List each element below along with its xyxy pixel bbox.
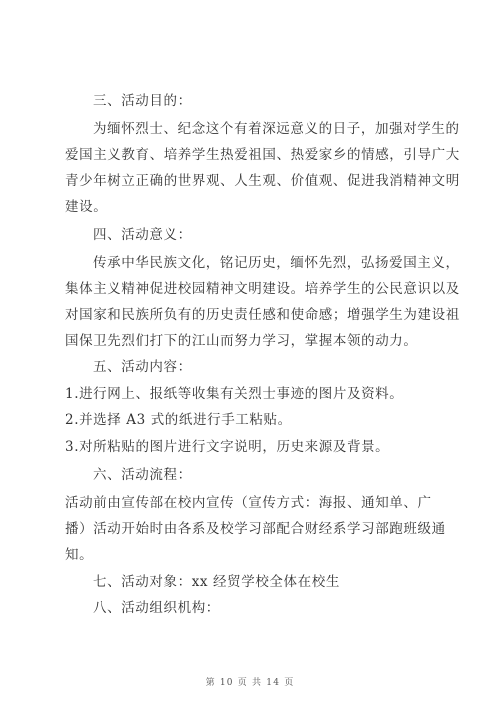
list-item: 3.对所粘贴的图片进行文字说明，历史来源及背景。	[65, 439, 390, 455]
page-number-footer: 第 10 页 共 14 页	[205, 678, 295, 688]
paragraph-line: 为缅怀烈士、纪念这个有着深远意义的日子，加强对学生的	[93, 121, 460, 137]
paragraph-line: 播）活动开始时由各系及校学习部配合财经系学习部跑班级通	[65, 521, 446, 537]
paragraph-line: 国保卫先烈们打下的江山而努力学习，掌握本领的动力。	[65, 333, 418, 349]
heading-process: 六、活动流程：	[93, 467, 192, 483]
paragraph-line: 对国家和民族所负有的历史责任感和使命感；增强学生为建设祖	[65, 307, 460, 323]
paragraph-line: 活动前由宣传部在校内宣传（宣传方式：海报、通知单、广	[65, 495, 432, 511]
heading-audience: 七、活动对象：xx 经贸学校全体在校生	[93, 574, 340, 590]
paragraph-line: 爱国主义教育、培养学生热爱祖国、热爱家乡的情感，引导广大	[65, 147, 460, 163]
list-item: 1.进行网上、报纸等收集有关烈士事迹的图片及资料。	[65, 386, 404, 402]
heading-purpose: 三、活动目的：	[93, 93, 192, 109]
list-item: 2.并选择 A3 式的纸进行手工粘贴。	[65, 412, 292, 428]
paragraph-line: 青少年树立正确的世界观、人生观、价值观、促进我消精神文明	[65, 173, 460, 189]
paragraph-line: 传承中华民族文化，铭记历史，缅怀先烈，弘扬爱国主义，	[93, 255, 460, 271]
heading-organization: 八、活动组织机构：	[93, 600, 220, 616]
paragraph-line: 建设。	[65, 199, 108, 215]
heading-content: 五、活动内容：	[93, 359, 192, 375]
heading-significance: 四、活动意义：	[93, 227, 192, 243]
paragraph-line: 集体主义精神促进校园精神文明建设。培养学生的公民意识以及	[65, 281, 460, 297]
paragraph-line: 知。	[65, 547, 94, 563]
